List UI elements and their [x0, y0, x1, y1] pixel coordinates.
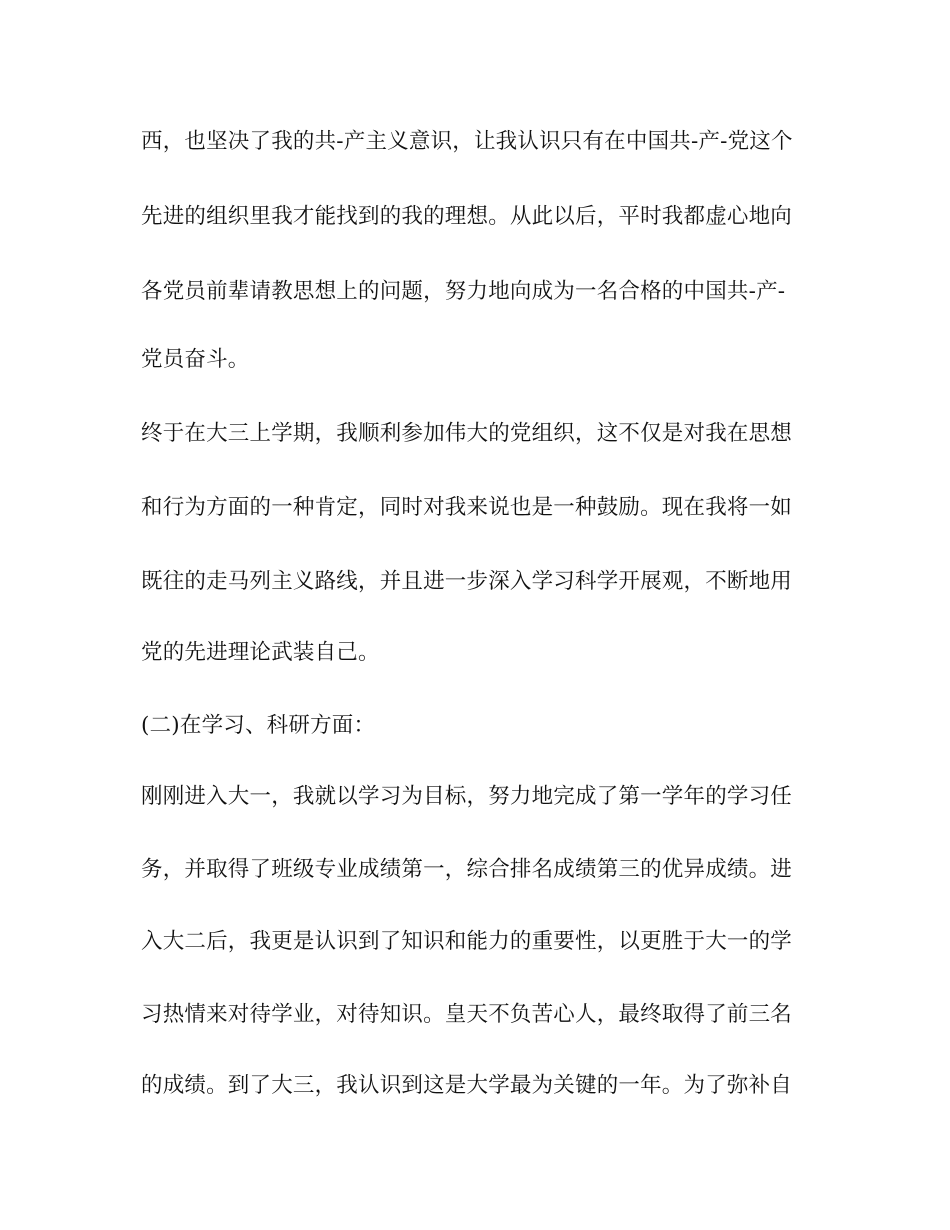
text-line: 西，也坚决了我的共-产主义意识，让我认识只有在中国共-产-党这个 [141, 129, 793, 154]
text-line: 习热情来对待学业，对待知识。皇天不负苦心人，最终取得了前三名 [141, 1002, 793, 1027]
text-line: 先进的组织里我才能找到的我的理想。从此以后，平时我都虚心地向 [141, 204, 793, 229]
text-line: 既往的走马列主义路线，并且进一步深入学习科学开展观，不断地用 [141, 569, 793, 594]
text-line: 和行为方面的一种肯定，同时对我来说也是一种鼓励。现在我将一如 [141, 495, 793, 520]
text-line: 入大二后，我更是认识到了知识和能力的重要性，以更胜于大一的学 [141, 929, 793, 954]
text-line: 各党员前辈请教思想上的问题，努力地向成为一名合格的中国共-产- [141, 279, 786, 304]
text-line: 的成绩。到了大三，我认识到这是大学最为关键的一年。为了弥补自 [141, 1073, 793, 1098]
section-heading: (二)在学习、科研方面： [141, 713, 376, 738]
text-line: 党的先进理论武装自己。 [141, 640, 380, 665]
text-line: 刚刚进入大一，我就以学习为目标，努力地完成了第一学年的学习任 [141, 784, 793, 809]
text-line: 终于在大三上学期，我顺利参加伟大的党组织，这不仅是对我在思想 [141, 421, 793, 446]
text-line: 党员奋斗。 [141, 347, 250, 372]
text-line: 务，并取得了班级专业成绩第一，综合排名成绩第三的优异成绩。进 [141, 857, 793, 882]
